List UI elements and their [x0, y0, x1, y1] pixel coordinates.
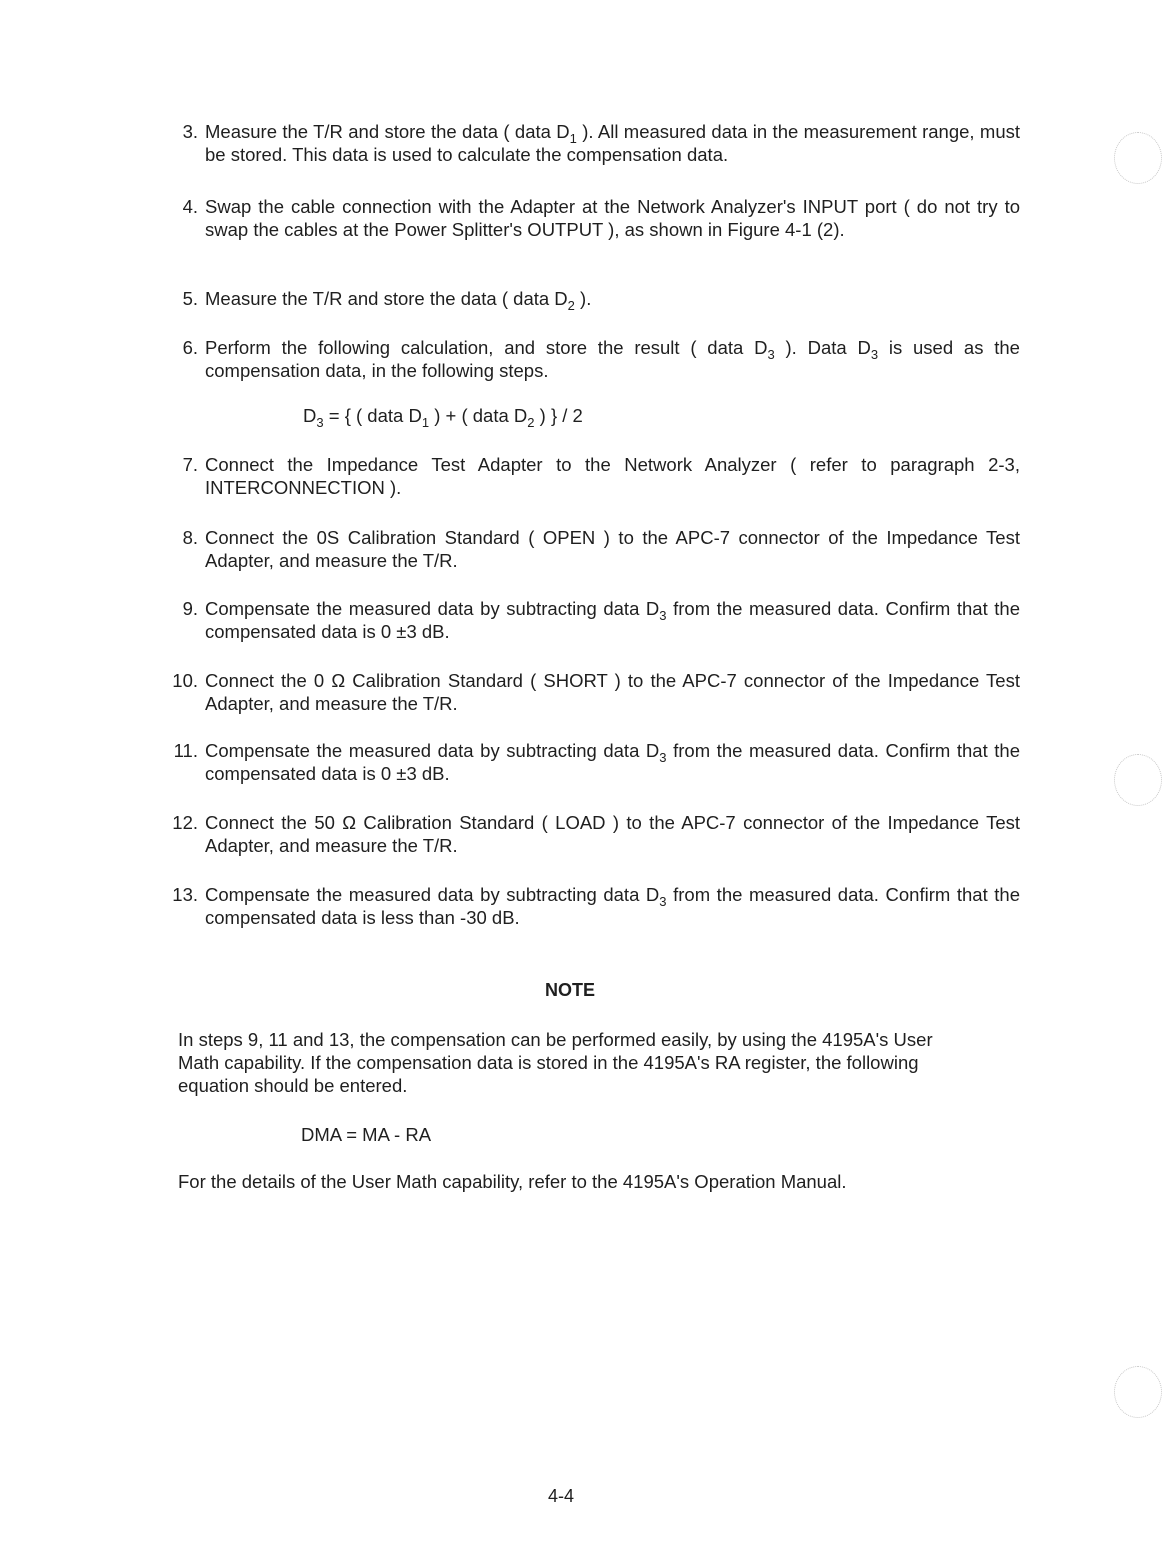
step-5	[160, 287, 1020, 313]
step-12	[160, 811, 1020, 857]
binder-hole	[1114, 754, 1162, 806]
step-number: 10.	[172, 670, 198, 691]
step-text: Perform the following calculation, and store the result ( data $D_3$ ). Data $D_3$ is used as the compensation data, in the following steps.	[205, 337, 1020, 381]
note-body: In steps 9, 11 and 13, the compensation can be performed easily, by using the 4195A's User Math capability. If the compensation data is stored in the 4195A's RA register, the following equation should be entered.	[178, 1029, 933, 1096]
binder-hole	[1114, 132, 1162, 184]
binder-hole	[1114, 1366, 1162, 1418]
step-text: Compensate the measured data by subtracting data $D_3$ from the measured data. Confirm that the compensated data is 0 ±3 dB.	[205, 740, 1020, 784]
step-text: Swap the cable connection with the Adapter at the Network Analyzer's INPUT port ( do not try to swap the cables at the Power Splitter's OUTPUT ), as shown in Figure 4-1 (2).	[205, 196, 1020, 240]
step-text: Measure the T/R and store the data ( data $D_1$ ). All measured data in the measurement range, must be stored. This data is used to calculate the compensation data.	[205, 121, 1021, 165]
step-text: Connect the Impedance Test Adapter to the Network Analyzer ( refer to paragraph 2-3, INTERCONNECTION ).	[205, 454, 1020, 498]
step-11	[160, 739, 1020, 785]
step-13	[160, 883, 1020, 929]
step-text: Connect the 50 Ω Calibration Standard ( LOAD ) to the APC-7 connector of the Impedance Test Adapter, and measure the T/R.	[205, 812, 1020, 856]
step-text: Compensate the measured data by subtracting data $D_3$ from the measured data. Confirm that the compensated data is 0 ±3 dB.	[205, 598, 1020, 642]
step-number: 6.	[182, 337, 198, 358]
step-number: 13.	[172, 884, 198, 905]
step-4	[160, 195, 1020, 241]
step-8	[160, 526, 1020, 572]
note-title: NOTE	[544, 980, 595, 1000]
step-6	[160, 336, 1020, 382]
step-text: Measure the T/R and store the data ( data $D_2$ ).	[205, 288, 592, 313]
compensation-formula: $D_3$ = { ( data $D_1$ ) + ( data $D_2$ ) } / 2	[303, 405, 583, 430]
step-text: Compensate the measured data by subtracting data $D_3$ from the measured data. Confirm that the compensated data is less than -30 dB.	[205, 884, 1020, 928]
step-text: Connect the 0S Calibration Standard ( OPEN ) to the APC-7 connector of the Impedance Test Adapter, and measure the T/R.	[205, 527, 1020, 571]
step-10	[160, 669, 1020, 715]
step-number: 11.	[173, 740, 198, 761]
step-number: 4.	[182, 196, 198, 217]
step-number: 7.	[182, 454, 198, 475]
page-number: 4-4	[548, 1486, 575, 1506]
step-number: 8.	[182, 527, 198, 548]
step-7	[160, 453, 1020, 499]
note-footer: For the details of the User Math capability, refer to the 4195A's Operation Manual.	[178, 1171, 847, 1192]
step-number: 3.	[182, 121, 198, 142]
step-number: 9.	[182, 598, 198, 619]
step-number: 12.	[172, 812, 198, 833]
step-3	[160, 120, 1020, 166]
user-math-equation: DMA = MA - RA	[301, 1124, 432, 1145]
step-text: Connect the 0 Ω Calibration Standard ( SHORT ) to the APC-7 connector of the Impedance Test Adapter, and measure the T/R.	[205, 670, 1020, 714]
step-number: 5.	[182, 288, 198, 309]
step-9	[160, 597, 1020, 643]
